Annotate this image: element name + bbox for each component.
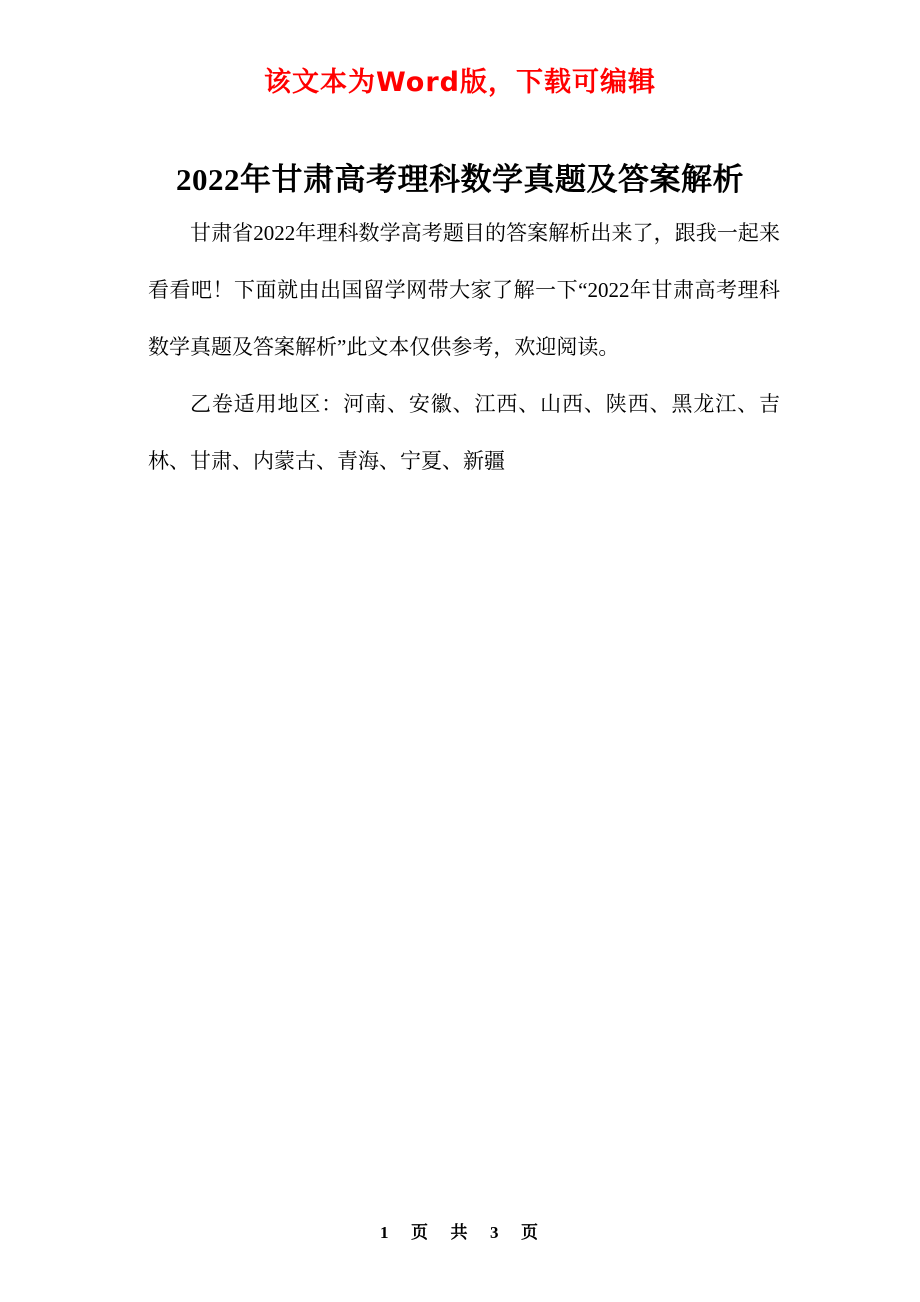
- footer-total-word: 页: [521, 1223, 540, 1242]
- word-version-notice: 该文本为Word版，下载可编辑: [263, 67, 656, 98]
- paragraph-regions: 乙卷适用地区：河南、安徽、江西、山西、陕西、黑龙江、吉林、甘肃、内蒙古、青海、宁夏、新疆: [148, 392, 780, 473]
- footer-page-word: 页: [411, 1223, 430, 1242]
- footer-total-pages: 3: [490, 1223, 501, 1242]
- footer-current-page: 1: [380, 1223, 391, 1242]
- page-title: 2022年甘肃高考理科数学真题及答案解析: [176, 161, 744, 197]
- footer-total-label: 共: [450, 1223, 470, 1242]
- page-footer: [0, 1218, 920, 1243]
- document-body: [148, 205, 780, 490]
- paragraph-intro: 甘肃省2022年理科数学高考题目的答案解析出来了，跟我一起来看看吧！下面就由出国留学网带大家了解一下“2022年甘肃高考理科数学真题及答案解析”此文本仅供参考，欢迎阅读。: [148, 221, 780, 359]
